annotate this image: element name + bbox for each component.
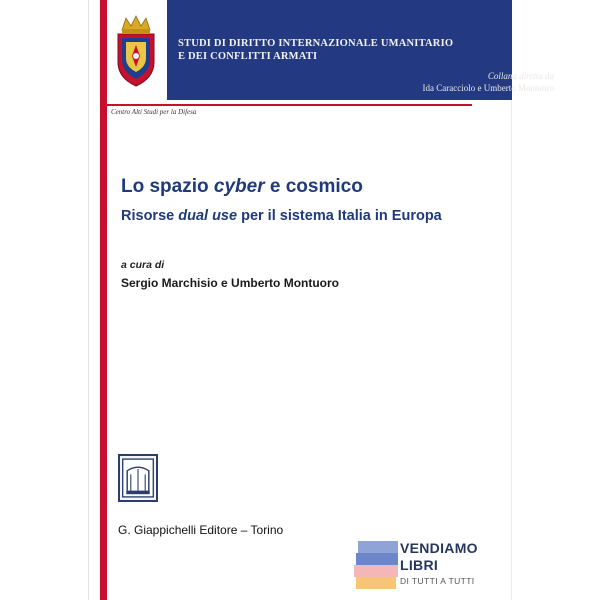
series-title-line2: E DEI CONFLITTI ARMATI — [178, 51, 318, 62]
header-divider — [107, 104, 472, 106]
book-stack-stripe — [356, 553, 398, 565]
cover-red-bar — [100, 0, 107, 600]
book-stack-stripe — [356, 577, 396, 589]
publisher-name: G. Giappichelli Editore – Torino — [118, 523, 284, 537]
book-subtitle: Risorse dual use per il sistema Italia in Europa — [121, 208, 442, 224]
series-directors: Ida Caracciolo e Umberto Montuoro — [422, 83, 554, 93]
military-crest-icon — [112, 12, 160, 92]
badge-line2: LIBRI — [400, 557, 439, 573]
badge-tagline: DI TUTTI A TUTTI — [400, 576, 475, 586]
badge-line1: VENDIAMO — [400, 540, 478, 556]
publisher-logo-icon — [118, 454, 158, 502]
book-editors: Sergio Marchisio e Umberto Montuoro — [121, 276, 340, 290]
book-stack-icon — [358, 541, 398, 553]
series-directed-by: Collana diretta da — [487, 71, 554, 81]
vendiamo-libri-badge[interactable] — [352, 537, 502, 591]
series-title-line1: STUDI DI DIRITTO INTERNAZIONALE UMANITARIO — [178, 38, 454, 49]
institution-label: Centro Alti Studi per la Difesa — [111, 108, 197, 116]
book-stack-stripe — [354, 565, 398, 577]
curator-label: a cura di — [121, 259, 165, 271]
book-title: Lo spazio cyber e cosmico — [121, 176, 363, 197]
